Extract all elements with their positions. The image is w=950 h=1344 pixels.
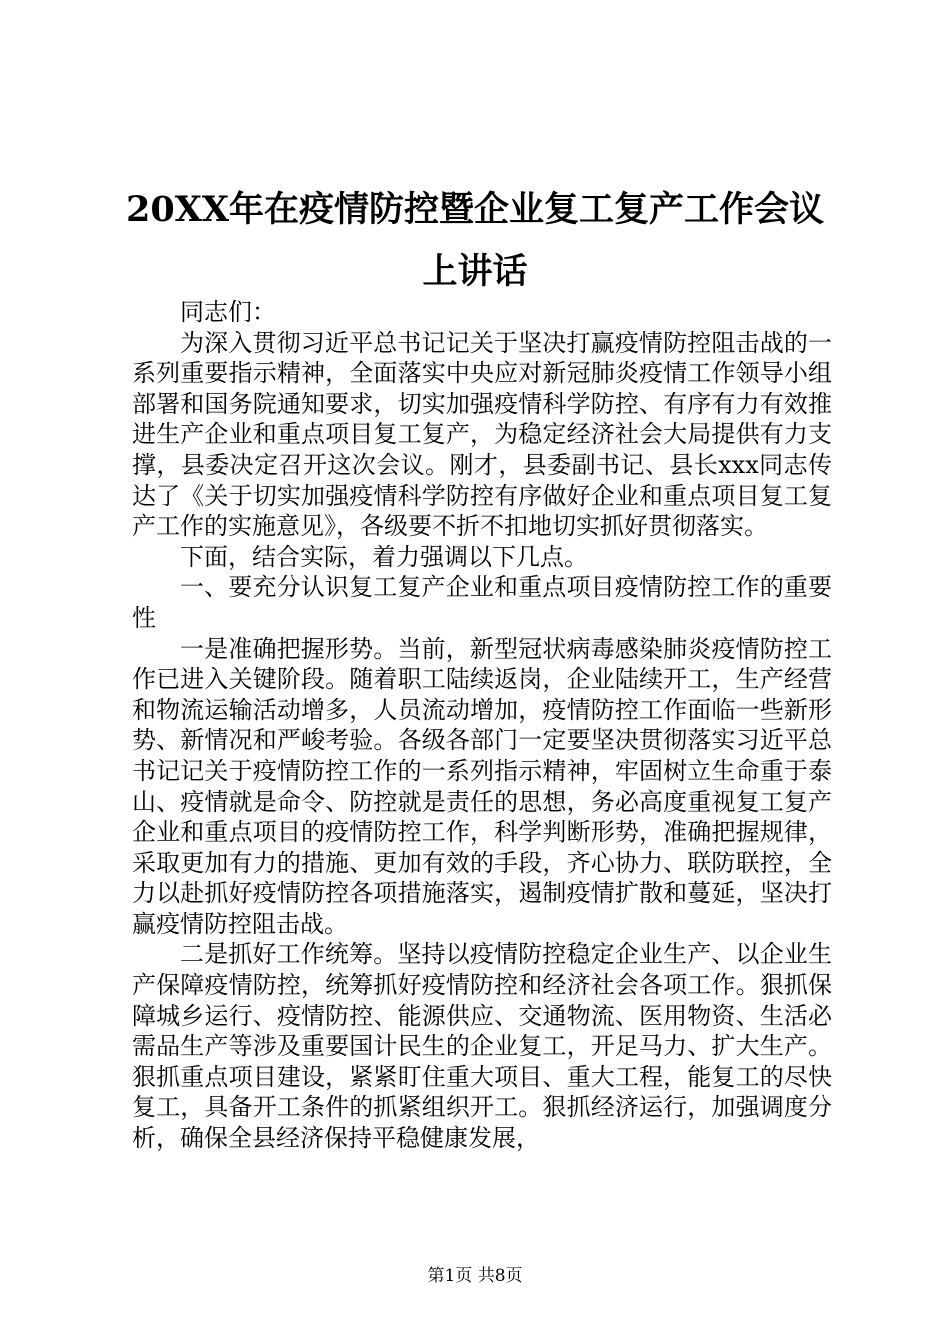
paragraph: 下面，结合实际，着力强调以下几点。 <box>180 542 588 571</box>
document-title-line-1: 20XX年在疫情防控暨企业复工复产工作会议 <box>125 189 825 230</box>
document-body <box>132 297 832 1154</box>
section-heading: 一、要充分认识复工复产企业和重点项目疫情防控工作的重要性 <box>132 573 832 632</box>
paragraph: 为深入贯彻习近平总书记记关于坚决打赢疫情防控阻击战的一系列重要指示精神，全面落实中央应对新冠肺炎疫情工作领导小组部署和国务院通知要求，切实加强疫情科学防控、有序有力有效推进生产企业和重点项目复工复产，为稳定经济社会大局提供有力支撑，县委决定召开这次会议。刚才，县委副书记、县长xxx同志传达了《关于切实加强疫情科学防控有序做好企业和重点项目复工复产工作的实施意见》，各级要不折不扣地切实抓好贯彻落实。 <box>132 328 832 541</box>
salutation: 同志们： <box>180 298 276 326</box>
paragraph: 一是准确把握形势。当前，新型冠状病毒感染肺炎疫情防控工作已进入关键阶段。随着职工陆续返岗，企业陆续开工，生产经营和物流运输活动增多，人员流动增加，疫情防控工作面临一些新形势、新情况和严峻考验。各级各部门一定要坚决贯彻落实习近平总书记记关于疫情防控工作的一系列指示精神，牢固树立生命重于泰山、疫情就是命令、防控就是责任的思想，务必高度重视复工复产企业和重点项目的疫情防控工作，科学判断形势，准确把握规律，采取更加有力的措施、更加有效的手段，齐心协力、联防联控，全力以赴抓好疫情防控各项措施落实，遏制疫情扩散和蔓延，坚决打赢疫情防控阻击战。 <box>132 634 832 938</box>
paragraph: 二是抓好工作统筹。坚持以疫情防控稳定企业生产、以企业生产保障疫情防控，统筹抓好疫情防控和经济社会各项工作。狠抓保障城乡运行、疫情防控、能源供应、交通物流、医用物资、生活必需品生产等涉及重要国计民生的企业复工，开足马力、扩大生产。狠抓重点项目建设，紧紧盯住重大项目、重大工程，能复工的尽快复工，具备开工条件的抓紧组织开工。狠抓经济运行，加强调度分析，确保全县经济保持平稳健康发展， <box>132 940 832 1153</box>
document-title-line-2: 上讲话 <box>422 251 528 292</box>
page-number-footer: 第1页 共8页 <box>427 1266 523 1286</box>
